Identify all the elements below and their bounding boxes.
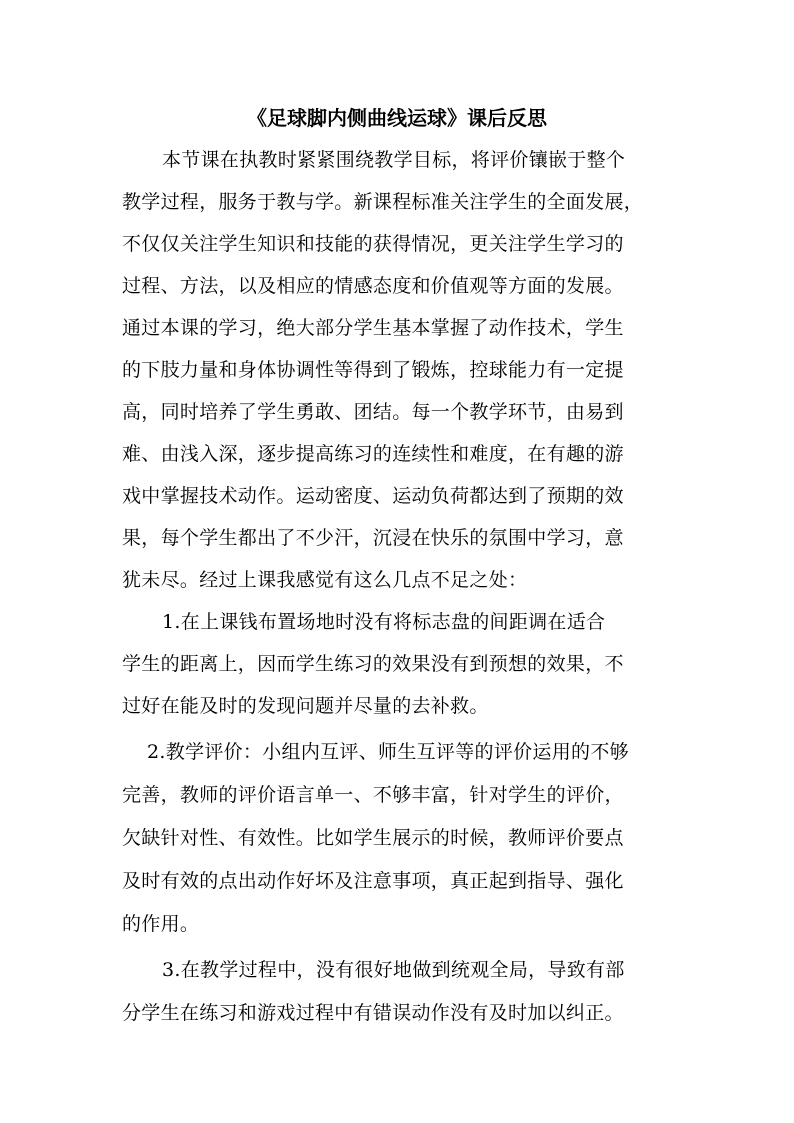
list-item-line: 的作用。 [122,913,200,935]
list-item-line: 分学生在练习和游戏过程中有错误动作没有及时加以纠正。 [122,1002,624,1024]
paragraph-line: 的下肢力量和身体协调性等得到了锻炼，控球能力有一定提 [122,359,624,381]
paragraph-line: 果，每个学生都出了不少汗，沉浸在快乐的氛围中学习，意 [122,527,624,549]
paragraph-line: 戏中掌握技术动作。运动密度、运动负荷都达到了预期的效 [122,485,624,507]
list-item-line: 2.教学评价：小组内互评、师生互评等的评价运用的不够 [147,741,629,763]
list-item-line: 欠缺针对性、有效性。比如学生展示的时候，教师评价要点 [122,827,624,849]
list-item-line: 完善，教师的评价语言单一、不够丰富，针对学生的评价， [122,784,624,806]
paragraph-line: 教学过程，服务于教与学。新课程标准关注学生的全面发展， [122,191,644,213]
paragraph-line: 过程、方法，以及相应的情感态度和价值观等方面的发展。 [122,275,624,297]
document-title: 《足球脚内侧曲线运球》课后反思 [247,106,547,130]
paragraph-line: 高，同时培养了学生勇敢、团结。每一个教学环节，由易到 [122,401,624,423]
paragraph-line: 本节课在执教时紧紧围绕教学目标，将评价镶嵌于整个 [162,149,626,171]
list-item-line: 过好在能及时的发现问题并尽量的去补救。 [122,695,489,717]
paragraph-line: 难、由浅入深，逐步提高练习的连续性和难度，在有趣的游 [122,443,624,465]
list-item-line: 1.在上课钱布置场地时没有将标志盘的间距调在适合 [162,611,606,633]
list-item-line: 学生的距离上，因而学生练习的效果没有到预想的效果，不 [122,653,624,675]
list-item-line: 3.在教学过程中，没有很好地做到统观全局，导致有部 [162,959,625,981]
list-item-line: 及时有效的点出动作好坏及注意事项，真正起到指导、强化 [122,870,624,892]
paragraph-line: 犹未尽。经过上课我感觉有这么几点不足之处： [122,569,528,591]
paragraph-line: 通过本课的学习，绝大部分学生基本掌握了动作技术，学生 [122,317,624,339]
paragraph-line: 不仅仅关注学生知识和技能的获得情况，更关注学生学习的 [122,233,624,255]
